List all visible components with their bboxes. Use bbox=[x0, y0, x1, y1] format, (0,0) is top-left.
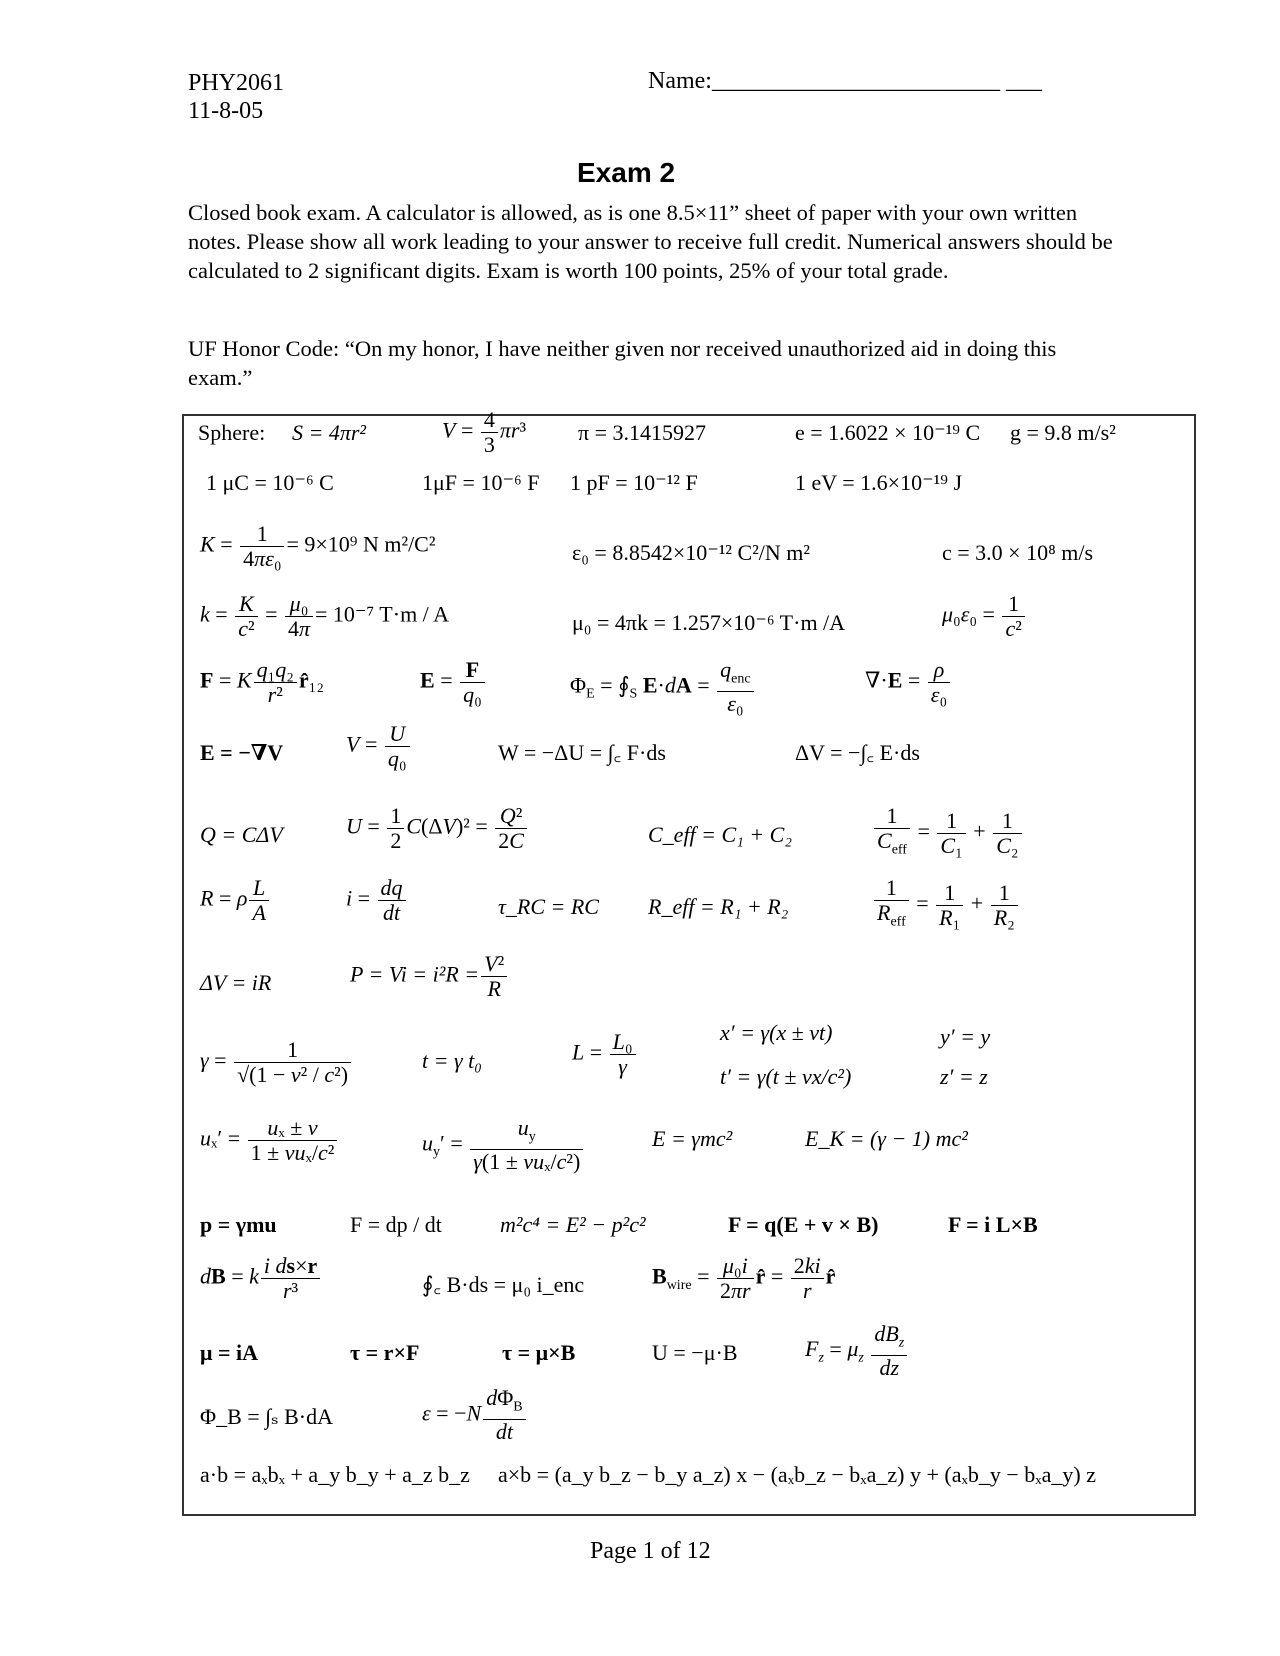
rc-time-constant: τ_RC = RC bbox=[498, 894, 599, 919]
pi-value: π = 3.1415927 bbox=[578, 420, 707, 445]
dipole-force: $F_z = \mu_z$ $\frac{dB_z}{dz}$ bbox=[805, 1322, 909, 1380]
faradays-law: ε = −N $\frac{d\Phi_B}{dt}$ bbox=[422, 1386, 528, 1444]
resistors-series: R_eff = R₁ + R₂ bbox=[648, 894, 789, 919]
amperes-law: ∮꜀ B·ds = μ₀ i_enc bbox=[422, 1272, 585, 1297]
dot-product: a·b = aₓbₓ + a_y b_y + a_z b_z bbox=[200, 1462, 470, 1487]
wire-field: $B_{wire}$ = $\frac{\text{μ₀i}}{2\pi r}$ r̂ = $\frac{2ki}{r}$ r̂ bbox=[652, 1253, 836, 1303]
electron-charge: e = 1.6022 × 10⁻¹⁹ C bbox=[795, 420, 981, 445]
velocity-x: uₓ′ = $\frac{\text{uₓ ± v}}{\text{1 ± vuₓ/c²}}$ bbox=[200, 1116, 339, 1165]
lorentz-x: x′ = γ(x ± vt) bbox=[720, 1020, 833, 1045]
lorentz-factor: γ = $\frac{1}{\text{√(1 − v² / c²)}}$ bbox=[200, 1038, 353, 1087]
capacitors-parallel: C_eff = C₁ + C₂ bbox=[648, 822, 792, 847]
resistance: R = ρ $\frac{L}{A}$ bbox=[200, 876, 271, 925]
sphere-volume: V = $\frac{4}{3}$ πr³ bbox=[442, 407, 527, 457]
sphere-label: Sphere: bbox=[198, 420, 266, 445]
momentum: p = γmu bbox=[200, 1212, 277, 1237]
magnetic-dipole: μ = iA bbox=[200, 1340, 259, 1365]
sphere-area: S = 4πr² bbox=[292, 420, 367, 445]
rest-energy: E = γmc² bbox=[652, 1126, 733, 1151]
coulomb-law: F = K $\frac{\text{q₁q₂}}{\text{r²}}$ r̂₁₂ bbox=[200, 657, 325, 707]
ohms-law: ΔV = iR bbox=[200, 970, 272, 995]
field-gradient: E = −∇V bbox=[200, 740, 284, 765]
coulomb-constant: K = $\frac{1}{\text{4πε₀}}$ = 9×10⁹ N m²/C² bbox=[200, 521, 436, 571]
dipole-energy: U = −μ·B bbox=[652, 1340, 738, 1365]
kinetic-energy: E_K = (γ − 1) mc² bbox=[805, 1126, 968, 1151]
potential-def: V = $\frac{U}{\text{q₀}}$ bbox=[346, 722, 412, 771]
potential-difference: ΔV = −∫꜀ E·ds bbox=[795, 740, 920, 765]
capacitor-energy: U = $\frac{1}{2}$ C(ΔV)² = $\frac{\text{Q²}}{2C}$ bbox=[346, 804, 529, 853]
velocity-y: $u_y'$ = $\frac{u_y}{\text{γ(1 ± vuₓ/c²)}}$ bbox=[422, 1116, 585, 1174]
page-number: Page 1 of 12 bbox=[590, 1538, 711, 1564]
magnetic-constant-value: = 10⁻⁷ T·m / A bbox=[315, 601, 449, 627]
electric-power-text: P = Vi = i²R = bbox=[350, 961, 480, 987]
dipole-torque: τ = μ×B bbox=[502, 1340, 576, 1365]
speed-of-light: c = 3.0 × 10⁸ m/s bbox=[942, 540, 1094, 565]
length-contraction: L = $\frac{\text{L₀}}{\gamma}$ bbox=[572, 1030, 638, 1079]
electric-field: E = $\frac{F}{\text{q₀}}$ bbox=[420, 658, 487, 707]
force-momentum: F = dp / dt bbox=[350, 1212, 442, 1237]
page-title: Exam 2 bbox=[577, 157, 676, 188]
torque: τ = r×F bbox=[350, 1340, 420, 1365]
work-energy: W = −ΔU = ∫꜀ F·ds bbox=[498, 740, 666, 765]
micro-coulomb: 1 μC = 10⁻⁶ C bbox=[206, 470, 334, 495]
cross-product: a×b = (a_y b_z − b_y a_z) x − (aₓb_z − bₓa_z) y + (aₓb_y − bₓa_y) z bbox=[498, 1462, 1097, 1487]
honor-code: UF Honor Code: “On my honor, I have neither given nor received unauthorized aid in doing this exam.” bbox=[188, 336, 1057, 390]
gravity: g = 9.8 m/s² bbox=[1010, 420, 1116, 445]
magnetic-flux: Φ_B = ∫ₛ B·dA bbox=[200, 1404, 333, 1429]
capacitance: Q = CΔV bbox=[200, 822, 283, 847]
gauss-differential: ∇·E = $\frac{\rho}{\text{ε₀}}$ bbox=[865, 658, 952, 707]
name-field[interactable]: Name:________________________ ___ bbox=[648, 68, 1042, 94]
exam-date: 11-8-05 bbox=[188, 98, 264, 124]
time-dilation: t = γ t₀ bbox=[422, 1048, 482, 1073]
wire-force: F = i L×B bbox=[948, 1212, 1038, 1237]
energy-momentum: m²c⁴ = E² − p²c² bbox=[500, 1212, 646, 1237]
coulomb-constant-value: = 9×10⁹ N m²/C² bbox=[286, 531, 436, 557]
magnetic-constant: k = $\frac{K}{\text{c²}}$ = $\frac{\text{μ₀}}{4\pi}$ = 10⁻⁷ T·m / A bbox=[200, 591, 449, 641]
mu-epsilon: μ₀ε₀ = $\frac{1}{\text{c²}}$ bbox=[942, 592, 1027, 641]
lorentz-t: t′ = γ(t ± vx/c²) bbox=[720, 1064, 852, 1089]
current: i = $\frac{dq}{dt}$ bbox=[346, 876, 408, 925]
lorentz-force: F = q(E + v × B) bbox=[728, 1212, 879, 1237]
permittivity: ε₀ = 8.8542×10⁻¹² C²/N m² bbox=[572, 540, 811, 565]
instructions: Closed book exam. A calculator is allowed, as is one 8.5×11” sheet of paper with your own written notes. Please show all work leading to your answer to receive full credit. Numerical answers should be calculated to 2 significant digits. Exam is worth 100 points, 25% of your total grade. bbox=[188, 200, 1113, 283]
lorentz-y: y′ = y bbox=[940, 1024, 991, 1049]
pico-farad: 1 pF = 10⁻¹² F bbox=[570, 470, 698, 495]
electric-power: P = Vi = i²R = $\frac{\text{V²}}{R}$ bbox=[350, 952, 509, 1001]
permeability: μ₀ = 4πk = 1.257×10⁻⁶ T·m /A bbox=[572, 610, 846, 635]
resistors-parallel: $\frac{1}{R_{eff}}$ = $\frac{1}{\text{R₁}}$ + $\frac{1}{\text{R₂}}$ bbox=[872, 876, 1020, 934]
gauss-law: $\Phi_E$ = $∮_S$ E·dA = $\frac{q_{enc}}{\text{ε₀}}$ bbox=[570, 658, 756, 716]
lorentz-z: z′ = z bbox=[940, 1064, 988, 1089]
electron-volt: 1 eV = 1.6×10⁻¹⁹ J bbox=[795, 470, 963, 495]
course-code: PHY2061 bbox=[188, 70, 285, 96]
capacitors-series: $\frac{1}{C_{eff}}$ = $\frac{1}{\text{C₁}}$ + $\frac{1}{\text{C₂}}$ bbox=[872, 804, 1024, 862]
micro-farad: 1μF = 10⁻⁶ F bbox=[422, 470, 540, 495]
biot-savart: dB = k $\frac{\text{i ds×r}}{\text{r³}}$ bbox=[200, 1254, 322, 1303]
